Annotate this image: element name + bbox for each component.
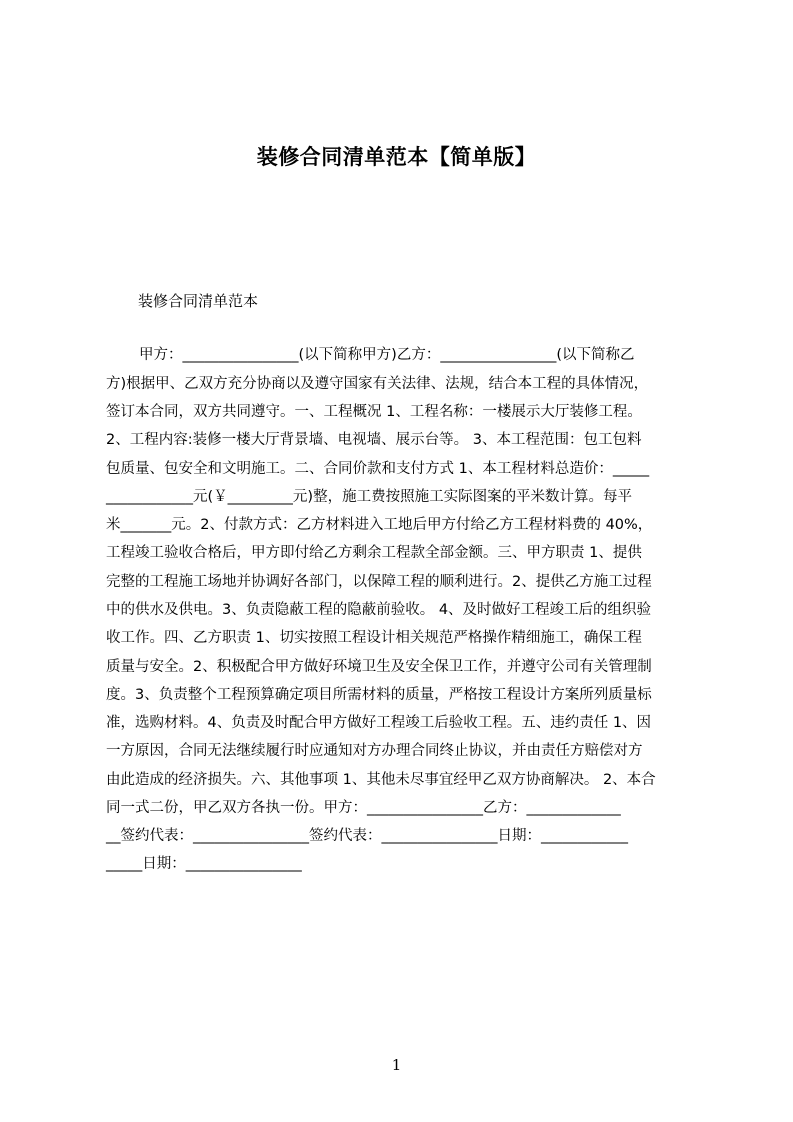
document-subtitle: 装修合同清单范本 xyxy=(138,292,259,310)
body-line: 度。3、负责整个工程预算确定项目所需材料的质量，严格按工程设计方案所列质量标 xyxy=(106,687,652,703)
body-line: _____日期：________________ xyxy=(106,856,302,872)
body-line: 同一式二份，甲乙双方各执一份。甲方：________________乙方：_____________ xyxy=(106,800,621,816)
body-line: 质量与安全。2、积极配合甲方做好环境卫生及安全保卫工作，并遵守公司有关管理制 xyxy=(106,659,652,675)
page-number: 1 xyxy=(391,1056,402,1074)
body-line: 由此造成的经济损失。六、其他事项 1、其他未尽事宜经甲乙双方协商解决。 2、本合 xyxy=(106,772,656,788)
body-line: 工程竣工验收合格后，甲方即付给乙方剩余工程款全部金额。三、甲方职责 1、提供 xyxy=(106,545,642,561)
body-line: 包质量、包安全和文明施工。二、合同价款和支付方式 1、本工程材料总造价：_____ xyxy=(106,461,650,477)
body-line: 一方原因，合同无法继续履行时应通知对方办理合同终止协议，并由责任方赔偿对方 xyxy=(106,743,643,759)
body-line: 完整的工程施工场地并协调好各部门，以保障工程的顺利进行。2、提供乙方施工过程 xyxy=(106,574,652,590)
document-title: 装修合同清单范本【简单版】 xyxy=(256,145,537,169)
body-line: 准，选购材料。4、负责及时配合甲方做好工程竣工后验收工程。五、违约责任 1、因 xyxy=(106,715,652,731)
body-line: 中的供水及供电。3、负责隐蔽工程的隐蔽前验收。 4、及时做好工程竣工后的组织验 xyxy=(106,602,652,618)
body-line: __签约代表：________________签约代表：________________日期：____________ xyxy=(106,828,628,844)
body-line: 收工作。四、乙方职责 1、切实按照工程设计相关规范严格操作精细施工，确保工程 xyxy=(106,630,642,646)
body-line: 甲方：________________(以下简称甲方)乙方：________________(以下简称乙 xyxy=(139,347,635,363)
body-line: 签订本合同，双方共同遵守。一、工程概况 1、工程名称：一楼展示大厅装修工程。 xyxy=(106,404,642,420)
body-line: 2、工程内容:装修一楼大厅背景墙、电视墙、展示台等。 3、本工程范围：包工包料 xyxy=(106,432,642,448)
body-line: ____________元(￥_________元)整，施工费按照施工实际图案的平米数计算。每平 xyxy=(106,489,633,505)
body-line: 米_______元。2、付款方式：乙方材料进入工地后甲方付给乙方工程材料费的 40%， xyxy=(106,517,653,533)
body-line: 方)根据甲、乙双方充分协商以及遵守国家有关法律、法规，结合本工程的具体情况， xyxy=(106,376,649,392)
